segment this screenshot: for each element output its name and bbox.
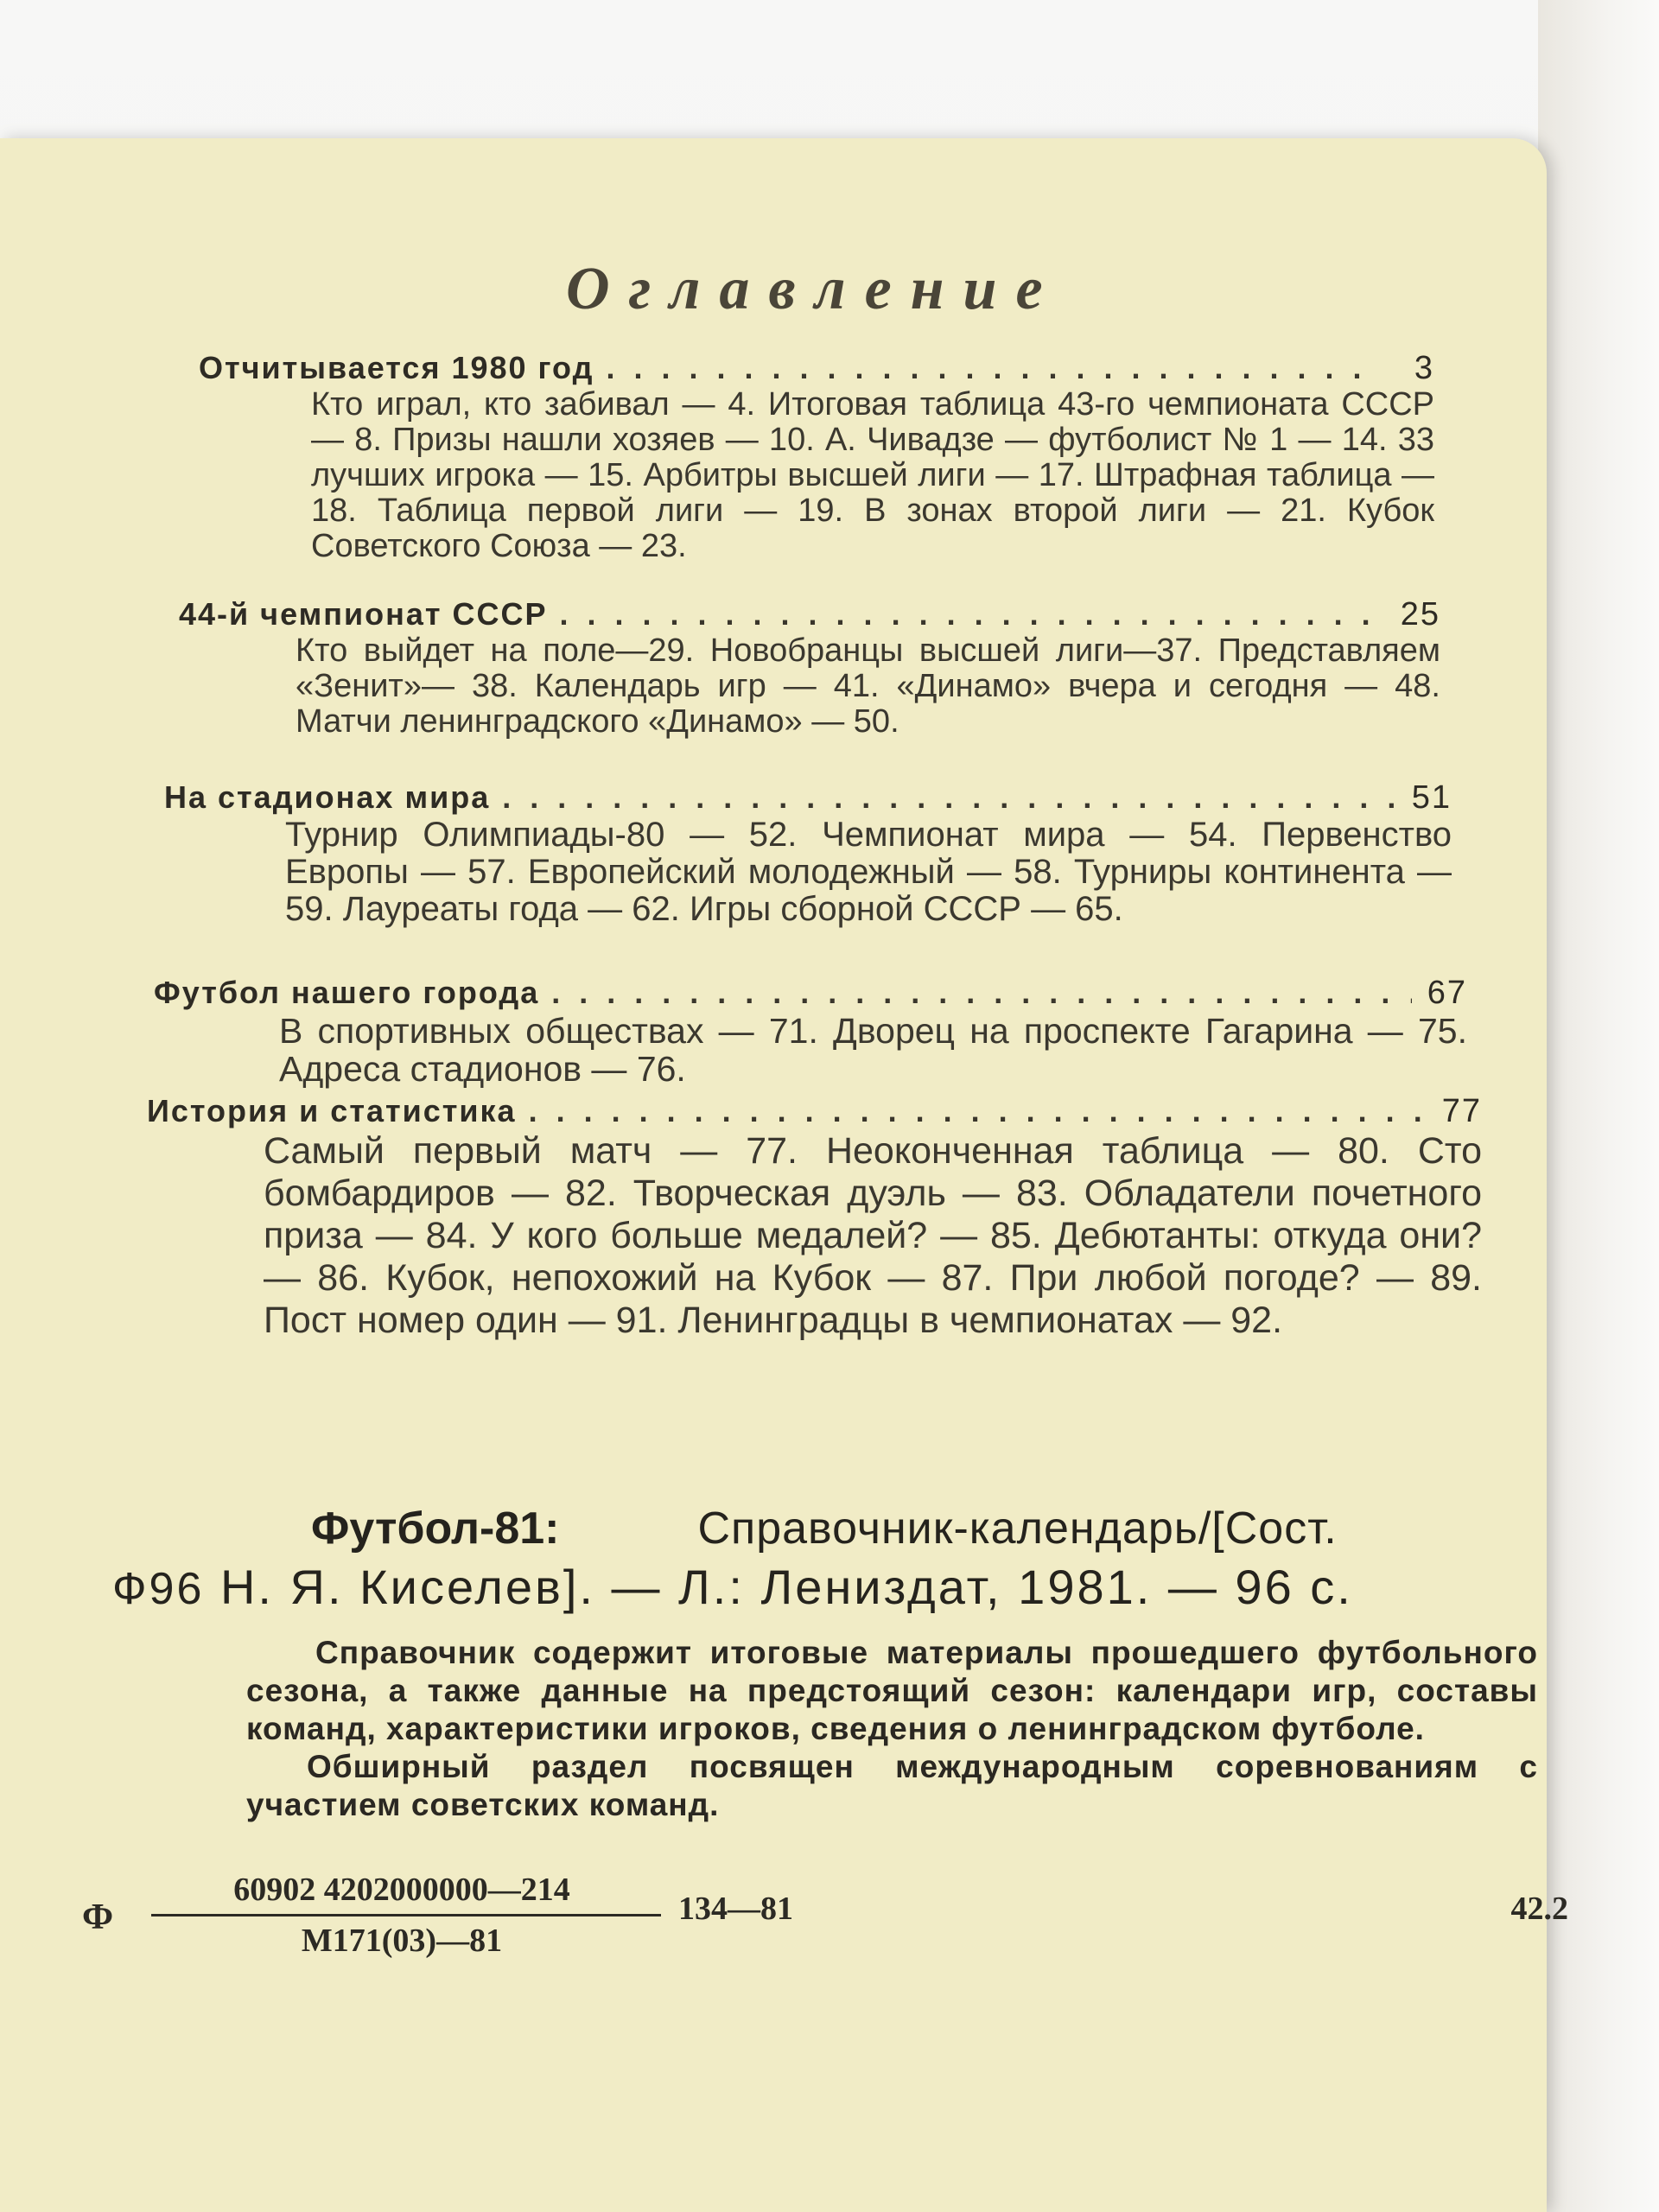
toc-title: Оглавление: [566, 256, 1062, 322]
imprint-numerator: 60902 4202000000—214: [233, 1872, 570, 1908]
dot-leader: [502, 779, 1396, 816]
toc-entry-page: 51: [1411, 779, 1452, 816]
toc-entry: [179, 596, 1440, 740]
biblio-classification-code: Ф96: [112, 1564, 205, 1614]
toc-entry-page: 25: [1400, 596, 1440, 632]
dot-leader: [529, 1093, 1427, 1129]
toc-entry-heading: На стадионах мира: [164, 779, 491, 815]
bibliographic-record: [112, 1499, 1538, 1824]
toc-entry-heading: Отчитывается 1980 год: [199, 350, 594, 385]
dot-leader: [551, 975, 1412, 1011]
biblio-second-line: [112, 1558, 1538, 1618]
toc-entry-page: 67: [1427, 975, 1467, 1011]
biblio-subtitle: Справочник-календарь/[Сост.: [697, 1503, 1338, 1554]
dot-leader: [606, 350, 1379, 386]
imprint-fraction: [143, 1871, 661, 1960]
toc-entry-description: Кто играл, кто забивал — 4. Итоговая таблица 43-го чемпионата СССР — 8. Призы нашли хозяев — 10. А. Чивадзе — футболист № 1 — 14. 33 лучших игрока — 15. Арбитры высшей лиги — 17. Штрафная таблица — 18. Таблица первой лиги — 19. В зонах второй лиги — 21. Кубок Советского Союза — 23.: [311, 386, 1434, 564]
biblio-heading-line: [112, 1499, 1538, 1558]
fraction-rule: [151, 1914, 661, 1916]
imprint-udc-code: 42.2: [1510, 1891, 1568, 1927]
imprint-line: [82, 1871, 1568, 1966]
toc-entry-line: [147, 1093, 1482, 1130]
imprint-denominator: М171(03)—81: [301, 1923, 503, 1959]
toc-entry: [164, 779, 1452, 928]
toc-entry: [147, 1093, 1482, 1342]
annotation-paragraph: Обширный раздел посвящен международным соревнованиям с участием советских команд.: [246, 1749, 1538, 1822]
toc-entry-line: [164, 779, 1452, 817]
toc-entry-page: 3: [1414, 350, 1434, 386]
toc-entry-page: 77: [1441, 1093, 1482, 1129]
toc-entry: [199, 350, 1434, 564]
toc-entry: [154, 975, 1467, 1088]
biblio-title: Футбол-81:: [311, 1503, 560, 1554]
toc-entry-line: [199, 350, 1434, 387]
biblio-author-publisher: Н. Я. Киселев]. — Л.: Лениздат, 1981. — 96 с.: [219, 1560, 1353, 1614]
toc-entry-description: В спортивных обществах — 71. Дворец на проспекте Гагарина — 75. Адреса стадионов — 76.: [279, 1011, 1467, 1089]
toc-entry-heading: 44-й чемпионат СССР: [179, 596, 548, 632]
annotation-paragraph: Справочник содержит итоговые материалы прошедшего футбольного сезона, а также данные на предстоящий сезон: календари игр, составы команд, характеристики игроков, сведения о ленинградском футболе.: [246, 1635, 1538, 1746]
biblio-annotation: [246, 1634, 1538, 1824]
toc-entry-heading: Футбол нашего города: [154, 975, 540, 1010]
dot-leader: [560, 596, 1385, 632]
toc-entry-description: Кто выйдет на поле—29. Новобранцы высшей лиги—37. Представляем «Зенит»— 38. Календарь игр — 41. «Динамо» вчера и сегодня — 48. Матчи ленинградского «Динамо» — 50.: [296, 632, 1440, 740]
imprint-letter: Ф: [82, 1897, 114, 1937]
toc-entry-line: [179, 596, 1440, 633]
toc-entry-description: Самый первый матч — 77. Неоконченная таблица — 80. Сто бомбардиров — 82. Творческая дуэль — 83. Обладатели почетного приза — 84. У кого больше медалей? — 85. Дебютанты: откуда они? — 86. Кубок, непохожий на Кубок — 87. При любой погоде? — 89. Пост номер один — 91. Ленинградцы в чемпионатах — 92.: [264, 1130, 1482, 1341]
toc-entry-line: [154, 975, 1467, 1012]
toc-entry-heading: История и статистика: [147, 1093, 517, 1128]
imprint-order-number: 134—81: [678, 1891, 793, 1927]
toc-entry-description: Турнир Олимпиады-80 — 52. Чемпионат мира — 54. Первенство Европы — 57. Европейский молодежный — 58. Турниры континента — 59. Лауреаты года — 62. Игры сборной СССР — 65.: [285, 816, 1452, 928]
